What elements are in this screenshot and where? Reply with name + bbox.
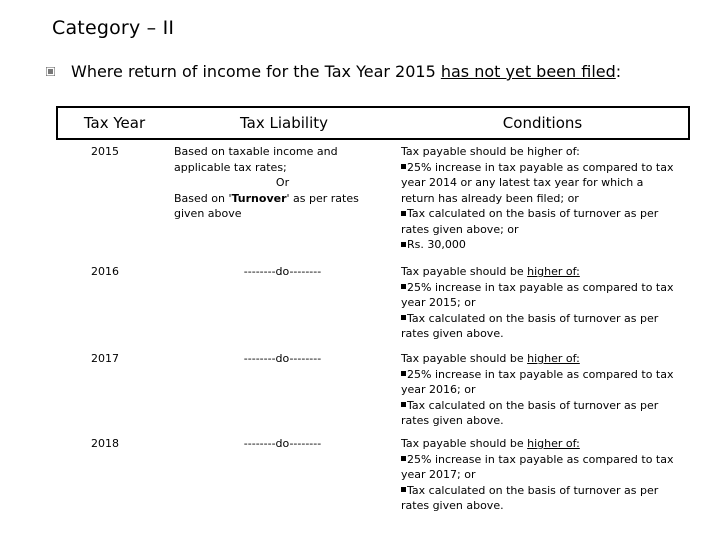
conditions-intro: Tax payable should be higher of: [401, 265, 580, 278]
year-cell: 2015 [91, 145, 119, 158]
square-bullet-icon [46, 67, 55, 76]
conditions-cell [397, 432, 689, 517]
year-cell: 2017 [91, 352, 119, 365]
conditions-cell [397, 139, 689, 260]
table-row [57, 347, 689, 432]
page-title: Category – II [52, 17, 175, 39]
square-bullet-icon [401, 402, 406, 407]
liability-cell: --------do-------- [243, 265, 322, 278]
bullet-text: Where return of income for the Tax Year 2015 has not yet been filed: [71, 62, 622, 81]
year-cell: 2018 [91, 437, 119, 450]
header-tax-year: Tax Year [57, 107, 171, 139]
condition-item: 25% increase in tax payable as compared to tax year 2014 or any latest tax year for which a return has already been filed; or [401, 160, 674, 205]
tax-table [56, 106, 690, 517]
table-header-row [57, 107, 689, 139]
condition-item: 25% increase in tax payable as compared to tax year 2016; or [401, 367, 674, 396]
liability-cell: --------do-------- [243, 352, 322, 365]
turnover-bold: Turnover [231, 191, 287, 205]
condition-item: Tax calculated on the basis of turnover as per rates given above. [401, 483, 659, 512]
conditions-intro: Tax payable should be higher of: [401, 145, 580, 158]
condition-item: Tax calculated on the basis of turnover as per rates given above. [401, 311, 659, 340]
year-cell: 2016 [91, 265, 119, 278]
header-tax-liability: Tax Liability [171, 107, 397, 139]
square-bullet-icon [401, 371, 406, 376]
conditions-intro: Tax payable should be higher of: [401, 437, 580, 450]
conditions-cell [397, 260, 689, 347]
condition-item: Tax calculated on the basis of turnover as per rates given above; or [401, 207, 659, 236]
liability-cell: --------do-------- [243, 437, 322, 450]
square-bullet-icon [401, 164, 406, 169]
header-conditions: Conditions [397, 107, 689, 139]
square-bullet-icon [401, 487, 406, 492]
condition-item: 25% increase in tax payable as compared to tax year 2015; or [401, 280, 674, 309]
liability-cell: Based on taxable income and applicable tax rates; Or Based on 'Turnover' as per rates given above [171, 139, 397, 260]
section-bullet [46, 62, 621, 81]
underlined-phrase: has not yet been filed [440, 62, 616, 81]
square-bullet-icon [401, 284, 406, 289]
table-row [57, 139, 689, 260]
conditions-cell [397, 347, 689, 432]
condition-item: Rs. 30,000 [401, 237, 679, 253]
condition-item: 25% increase in tax payable as compared to tax year 2017; or [401, 452, 674, 481]
condition-item: Tax calculated on the basis of turnover as per rates given above. [401, 398, 659, 427]
square-bullet-icon [401, 315, 406, 320]
or-label: Or [275, 176, 290, 189]
square-bullet-icon [401, 211, 406, 216]
table-row [57, 432, 689, 517]
square-bullet-icon [401, 456, 406, 461]
square-bullet-icon [401, 242, 406, 247]
conditions-intro: Tax payable should be higher of: [401, 352, 580, 365]
table-row [57, 260, 689, 347]
